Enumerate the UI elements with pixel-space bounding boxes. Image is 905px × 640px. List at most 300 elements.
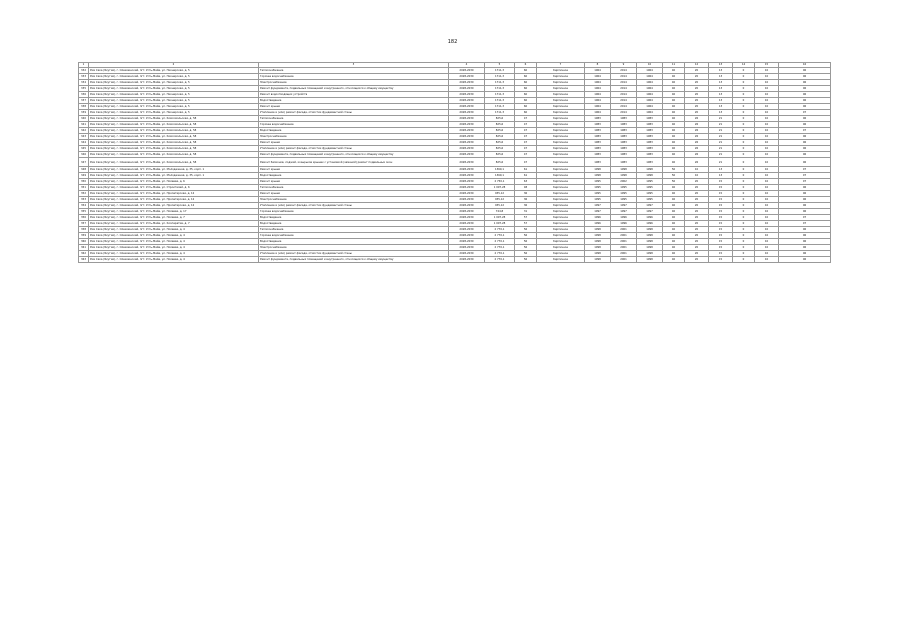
table-cell: 06 (779, 239, 831, 245)
table-cell: 20 (685, 191, 709, 197)
table-cell: 15 (709, 209, 733, 215)
table-cell: 1964 (637, 98, 663, 104)
table-cell: 1 097,28 (485, 221, 515, 227)
table-cell: 337 (79, 98, 89, 104)
table-cell: 1964 (585, 86, 611, 92)
table-cell: Водоотведение (259, 221, 449, 227)
table-cell: Ркм Саха (Якутия), г. Олекминский, пгт. Усть-Майа, ул. Полевая, д. 4 (89, 245, 259, 251)
table-cell: 335 (79, 86, 89, 92)
table-cell: 15 (709, 203, 733, 209)
table-cell: 1 097,28 (485, 185, 515, 191)
column-header: 6 (515, 63, 537, 68)
table-cell: 13 (709, 86, 733, 92)
table-cell: 1995 (585, 185, 611, 191)
table-cell: 40 (663, 68, 685, 74)
table-cell: 2028-2030 (449, 122, 485, 128)
table-cell: Ркм Саха (Якутия), г. Олекминский, пгт. Усть-Майа, ул. Пионерская, д. 5 (89, 74, 259, 80)
table-cell: 1983 (637, 122, 663, 128)
table-cell: 0 (733, 74, 755, 80)
table-cell: 40 (663, 251, 685, 257)
table-cell: 2028-2030 (449, 233, 485, 239)
table-cell: 50 (663, 179, 685, 185)
table-cell: 0 (733, 197, 755, 203)
table-cell: 1964 (637, 74, 663, 80)
table-cell: 15 (709, 215, 733, 221)
table-cell: 0 (733, 179, 755, 185)
table-cell: Ркм Саха (Якутия), г. Олекминский, пгт. Усть-Майа, ул. Пионерская, д. 5 (89, 110, 259, 116)
table-cell: 10 (755, 134, 779, 140)
table-cell: Утепление и (или) ремонт фасада, отмостки фундаментной стены (259, 146, 449, 152)
table-cell: 1983 (637, 146, 663, 152)
table-cell: 332 (79, 68, 89, 74)
table-cell: 15 (709, 179, 733, 185)
table-cell: 1996 (611, 221, 637, 227)
table-cell: 338 (79, 104, 89, 110)
table-cell: 1711,3 (485, 104, 515, 110)
table-cell: 06 (779, 146, 831, 152)
table-cell: 2028-2030 (449, 173, 485, 179)
table-cell: 2 770,1 (485, 239, 515, 245)
table-cell: 40 (663, 227, 685, 233)
table-cell: 10 (755, 140, 779, 146)
table-cell: 20 (685, 68, 709, 74)
table-cell: 15 (709, 221, 733, 227)
table-cell: 357 (79, 221, 89, 227)
table-cell: Кирпичное (537, 134, 585, 140)
table-cell: 10 (755, 173, 779, 179)
table-cell: 40 (663, 104, 685, 110)
table-cell: 2028-2030 (449, 140, 485, 146)
table-cell: 40 (663, 140, 685, 146)
table-cell: 21 (709, 128, 733, 134)
table-cell: 47 (515, 128, 537, 134)
table-cell: 20 (685, 110, 709, 116)
table-cell: 21 (709, 122, 733, 128)
table-cell: 40 (663, 128, 685, 134)
table-cell: Кирпичное (537, 185, 585, 191)
table-cell: 1997 (637, 209, 663, 215)
table-cell: 10 (755, 86, 779, 92)
table-cell: 353 (79, 197, 89, 203)
table-cell: 20 (685, 251, 709, 257)
table-cell: 10 (755, 221, 779, 227)
table-cell: 1964 (637, 110, 663, 116)
table-cell: 2028-2030 (449, 68, 485, 74)
table-cell: 1964 (585, 104, 611, 110)
table-cell: 2014 (611, 98, 637, 104)
table-cell: 2 750,1 (485, 179, 515, 185)
table-cell: 0 (733, 173, 755, 179)
table-cell: Ркм Саха (Якутия), г. Олекминский, пгт. Усть-Майа, ул. Молодежная, д. 35, корп. 1 (89, 167, 259, 173)
table-cell: 56 (515, 245, 537, 251)
table-cell: 1983 (585, 146, 611, 152)
table-cell: 1711,3 (485, 110, 515, 116)
table-cell: 336 (79, 92, 89, 98)
table-cell: 15 (709, 197, 733, 203)
table-cell: Кирпичное (537, 128, 585, 134)
table-cell: Ркм Саха (Якутия), г. Олекминский, пгт. Усть-Майа, ул. Полевая, д. 4 (89, 251, 259, 257)
table-cell: Утепление и (или) ремонт фасада, отмостки фундаментной стены (259, 251, 449, 257)
table-cell: 40 (663, 110, 685, 116)
table-cell: 26 (685, 146, 709, 152)
table-cell: Ремонт крыши (259, 191, 449, 197)
table-cell: 10 (755, 74, 779, 80)
table-cell: 13 (709, 104, 733, 110)
table-cell: 1964 (585, 110, 611, 116)
table-cell: Ркм Саха (Якутия), г. Олекминский, пгт. Усть-Майа, ул. Кооператив, д. 7 (89, 221, 259, 227)
table-cell: 40 (663, 197, 685, 203)
table-cell: Ркм Саха (Якутия), г. Олекминский, пгт. Усть-Майа, ул. Комсомольская, д. 58 (89, 146, 259, 152)
table-cell: 60 (515, 68, 537, 74)
table-cell: 1998 (585, 227, 611, 233)
table-cell: Кирпичное (537, 68, 585, 74)
table-cell: 1983 (611, 116, 637, 122)
table-cell: 355 (79, 209, 89, 215)
table-cell: Кирпичное (537, 209, 585, 215)
table-cell: 06 (779, 92, 831, 98)
table-cell: 2028-2030 (449, 227, 485, 233)
table-cell: Водоотведение (259, 239, 449, 245)
table-cell: 2001 (611, 233, 637, 239)
table-cell: 50 (663, 167, 685, 173)
table-cell: 1995 (611, 197, 637, 203)
table-cell: 2001 (611, 245, 637, 251)
table-cell: 56 (515, 251, 537, 257)
table-cell: 1997 (611, 203, 637, 209)
table-cell: 1711,3 (485, 74, 515, 80)
table-cell: 10 (755, 203, 779, 209)
table-cell: 40 (663, 245, 685, 251)
table-cell: Кирпичное (537, 233, 585, 239)
table-cell: 0 (733, 110, 755, 116)
table-cell: Ркм Саха (Якутия), г. Олекминский, пгт. Усть-Майа, ул. Пролетарская, д. 12 (89, 191, 259, 197)
table-cell: 47 (515, 134, 537, 140)
table-cell: 0 (733, 134, 755, 140)
column-header: 8 (585, 63, 611, 68)
table-cell: 1983 (585, 116, 611, 122)
table-cell: 10 (755, 167, 779, 173)
table-cell: 1995 (637, 179, 663, 185)
table-cell: 334 (79, 80, 89, 86)
table-cell: 344 (79, 140, 89, 146)
table-cell: 352 (79, 191, 89, 197)
table-cell: 07 (779, 179, 831, 185)
table-cell: 0 (733, 128, 755, 134)
table-cell: 340 (79, 116, 89, 122)
table-cell: 21 (709, 134, 733, 140)
table-cell: Кирпичное (537, 221, 585, 227)
table-cell: 56 (515, 239, 537, 245)
table-cell: 06 (779, 98, 831, 104)
table-cell: 2001 (611, 257, 637, 263)
table-cell: 40 (663, 191, 685, 197)
table-cell: 1998 (637, 167, 663, 173)
table-cell: Водоотведение (259, 215, 449, 221)
table-cell: 13 (709, 173, 733, 179)
table-cell: 60 (515, 80, 537, 86)
table-cell: 349 (79, 173, 89, 179)
table-cell: Электроснабжение (259, 245, 449, 251)
table-cell: 345 (79, 146, 89, 152)
table-cell: 56 (515, 227, 537, 233)
table-cell: 47 (515, 146, 537, 152)
table-cell: 1998 (637, 227, 663, 233)
table-cell: 825,6 (485, 122, 515, 128)
table-cell: 10 (755, 158, 779, 167)
table-cell: 2028-2030 (449, 245, 485, 251)
table-cell: Электроснабжение (259, 197, 449, 203)
table-cell: 354 (79, 203, 89, 209)
table-cell: Ркм Саха (Якутия), г. Олекминский, пгт. Усть-Майа, ул. Строителей, д. 6 (89, 185, 259, 191)
table-cell: 1998 (585, 167, 611, 173)
table-cell: 48 (515, 185, 537, 191)
table-cell: 1983 (637, 140, 663, 146)
table-cell: 47 (515, 152, 537, 158)
table-cell: 2028-2030 (449, 146, 485, 152)
table-cell: 10 (755, 92, 779, 98)
table-cell: 13 (709, 68, 733, 74)
table-cell: 15 (709, 191, 733, 197)
table-cell: 1995 (611, 191, 637, 197)
table-cell: 825,6 (485, 158, 515, 167)
table-cell: 15 (709, 239, 733, 245)
table-cell: Ркм Саха (Якутия), г. Олекминский, пгт. Усть-Майа, ул. Полевая, д. 4 (89, 233, 259, 239)
table-cell: 1369,1 (485, 173, 515, 179)
table-cell: 20 (685, 197, 709, 203)
table-cell: 1995 (637, 185, 663, 191)
table-cell: 10 (755, 197, 779, 203)
table-cell: Горячее водоснабжение (259, 74, 449, 80)
table-cell: Кирпичное (537, 110, 585, 116)
table-cell: 1964 (637, 80, 663, 86)
table-cell: Водоотведение (259, 173, 449, 179)
column-header: 15 (755, 63, 779, 68)
table-cell: 342 (79, 128, 89, 134)
table-cell: Ркм Саха (Якутия), г. Олекминский, пгт. Усть-Майа, ул. Полевая, д. 4 (89, 239, 259, 245)
table-cell: 1983 (637, 116, 663, 122)
table-cell: 348 (79, 167, 89, 173)
table-cell: Кирпичное (537, 152, 585, 158)
table-cell: 1998 (585, 173, 611, 179)
table-cell: 10 (755, 128, 779, 134)
table-cell: 20 (685, 257, 709, 263)
table-cell: 10 (755, 104, 779, 110)
table-cell: 0 (733, 146, 755, 152)
table-cell: 10 (755, 257, 779, 263)
table-cell: 346 (79, 152, 89, 158)
table-cell: 06 (779, 152, 831, 158)
table-cell: Кирпичное (537, 122, 585, 128)
table-cell: 2014 (611, 92, 637, 98)
table-cell: 0 (733, 104, 755, 110)
table-cell: 0 (733, 158, 755, 167)
table-cell: 1711,3 (485, 98, 515, 104)
table-cell: 13 (709, 92, 733, 98)
table-cell: 0 (733, 227, 755, 233)
table-cell: Ркм Саха (Якутия), г. Олекминский, пгт. Усть-Майа, ул. Пионерская, д. 5 (89, 80, 259, 86)
table-cell: Кирпичное (537, 173, 585, 179)
column-header: 13 (709, 63, 733, 68)
table-cell: 1983 (585, 140, 611, 146)
table-cell: 1983 (637, 152, 663, 158)
table-cell: 825,6 (485, 140, 515, 146)
table-cell: 0 (733, 86, 755, 92)
table-cell: 40 (663, 215, 685, 221)
table-cell: Горячее водоснабжение (259, 233, 449, 239)
table-cell: 2028-2030 (449, 128, 485, 134)
table-cell: 1964 (585, 68, 611, 74)
table-cell: 1998 (637, 245, 663, 251)
table-cell: 60 (515, 86, 537, 92)
table-cell: 1964 (585, 98, 611, 104)
table-cell: 0 (733, 152, 755, 158)
table-cell: Кирпичное (537, 191, 585, 197)
table-cell: 06 (779, 140, 831, 146)
table-cell: 1998 (585, 251, 611, 257)
table-cell: 363 (79, 257, 89, 263)
table-cell: 935,12 (485, 191, 515, 197)
table-cell: 21 (709, 140, 733, 146)
table-cell: 935,12 (485, 203, 515, 209)
table-cell: 20 (685, 221, 709, 227)
table-cell: 0 (733, 80, 755, 86)
table-cell: 60 (515, 74, 537, 80)
table-cell: 1964 (637, 68, 663, 74)
table-cell: 333 (79, 74, 89, 80)
table-cell: 20 (685, 98, 709, 104)
table-cell: 40 (663, 92, 685, 98)
table-cell: 15 (709, 227, 733, 233)
table-cell: 10 (755, 116, 779, 122)
table-cell: 40 (663, 80, 685, 86)
table-cell: 0 (733, 92, 755, 98)
table-cell: 1983 (637, 128, 663, 134)
table-cell: 0 (733, 203, 755, 209)
table-cell: 40 (663, 116, 685, 122)
table-cell: Теплоснабжение (259, 185, 449, 191)
table-cell: 0 (733, 209, 755, 215)
table-cell: Кирпичное (537, 104, 585, 110)
column-header: 14 (733, 63, 755, 68)
table-cell: 2014 (611, 86, 637, 92)
table-cell: Ркм Саха (Якутия), г. Олекминский, пгт. Усть-Майа, ул. Комсомольская, д. 58 (89, 122, 259, 128)
table-cell: 40 (663, 233, 685, 239)
table-cell: 1995 (585, 191, 611, 197)
table-cell: 40 (663, 185, 685, 191)
table-cell: 361 (79, 245, 89, 251)
column-header: 2 (89, 63, 259, 68)
table-cell: 06 (779, 158, 831, 167)
table-cell: 50 (663, 173, 685, 179)
table-cell: Ркм Саха (Якутия), г. Олекминский, пгт. Усть-Майа, ул. Комсомольская, д. 58 (89, 134, 259, 140)
column-header: 7 (537, 63, 585, 68)
table-cell: 1998 (585, 233, 611, 239)
table-cell: 825,6 (485, 134, 515, 140)
table-cell: 2001 (611, 227, 637, 233)
table-cell: Ремонт крыши (259, 167, 449, 173)
table-cell: 06 (779, 233, 831, 239)
table-cell: Ркм Саха (Якутия), г. Олекминский, пгт. Усть-Майа, ул. Комсомольская, д. 58 (89, 152, 259, 158)
table-cell: 1983 (637, 134, 663, 140)
table-cell: 0 (733, 140, 755, 146)
table-cell: 1983 (611, 158, 637, 167)
table-cell: 07 (779, 221, 831, 227)
table-cell: Кирпичное (537, 92, 585, 98)
table-cell: 1983 (585, 152, 611, 158)
table-cell: 1 097,28 (485, 215, 515, 221)
table-cell: Ркм Саха (Якутия), г. Олекминский, пгт. Усть-Майа, ул. Пролетарская, д. 12 (89, 197, 259, 203)
table-cell: 10 (755, 185, 779, 191)
column-header: 3 (259, 63, 449, 68)
table-cell: 2028-2030 (449, 179, 485, 185)
table-cell: 61 (515, 167, 537, 173)
table-cell: 1983 (611, 134, 637, 140)
table-cell: 2 770,1 (485, 245, 515, 251)
table-cell: 20 (685, 86, 709, 92)
table-cell: 06 (779, 116, 831, 122)
table-cell: Кирпичное (537, 98, 585, 104)
table-cell: Ремонт фундамента, подвальных помещений и внутреннего, относящихся к общему имуществу (259, 152, 449, 158)
capital-repair-table (78, 62, 830, 263)
table-cell: 20 (685, 203, 709, 209)
table-cell: 13 (709, 167, 733, 173)
table-cell: 0 (733, 221, 755, 227)
table-cell: Ркм Саха (Якутия), г. Олекминский, пгт. Усть-Майа, ул. Полевая, д. 17 (89, 209, 259, 215)
table-cell: Горячее водоснабжение (259, 122, 449, 128)
table-cell: 1998 (585, 239, 611, 245)
table-cell: 1998 (637, 257, 663, 263)
table-cell: Ркм Саха (Якутия), г. Олекминский, пгт. Усть-Майа, ул. Пионерская, д. 5 (89, 92, 259, 98)
table-cell: 61 (515, 173, 537, 179)
table-cell: 350 (79, 179, 89, 185)
table-cell: Ркм Саха (Якутия), г. Олекминский, пгт. Усть-Майа, ул. Комсомольская, д. 58 (89, 128, 259, 134)
table-cell: 2028-2030 (449, 116, 485, 122)
table-cell: 21 (709, 116, 733, 122)
table-cell: Ркм Саха (Якутия), г. Олекминский, пгт. Усть-Майа, ул. Комсомольская, д. 58 (89, 140, 259, 146)
table-cell: 36 (515, 197, 537, 203)
table-cell: Кирпичное (537, 167, 585, 173)
table-cell: 20 (685, 209, 709, 215)
table-cell: 40 (663, 221, 685, 227)
table-cell: 2028-2030 (449, 152, 485, 158)
table-cell: 825,6 (485, 116, 515, 122)
table-cell: 1369,1 (485, 167, 515, 173)
table-cell: 1995 (585, 197, 611, 203)
table-cell: 1995 (637, 191, 663, 197)
table-cell: 20 (685, 227, 709, 233)
table-cell: 10 (755, 233, 779, 239)
table-cell: Водоотведение (259, 98, 449, 104)
table-cell: 06 (779, 68, 831, 74)
table-cell: 15 (709, 233, 733, 239)
table-cell: 1983 (585, 134, 611, 140)
table-cell: 26 (685, 152, 709, 158)
table-cell: 1996 (637, 221, 663, 227)
table-cell: 40 (663, 146, 685, 152)
table-cell: 2 770,1 (485, 251, 515, 257)
table-cell: Ремонт крыши (259, 179, 449, 185)
table-cell: 10 (685, 167, 709, 173)
table-cell: 26 (685, 116, 709, 122)
table-cell: 1996 (611, 215, 637, 221)
table-cell: Кирпичное (537, 245, 585, 251)
table-cell: 1997 (637, 203, 663, 209)
table-cell: 1711,3 (485, 68, 515, 74)
table-cell: 1998 (637, 251, 663, 257)
table-cell: Теплоснабжение (259, 227, 449, 233)
table-cell: 2028-2030 (449, 92, 485, 98)
table-cell: 20 (685, 245, 709, 251)
